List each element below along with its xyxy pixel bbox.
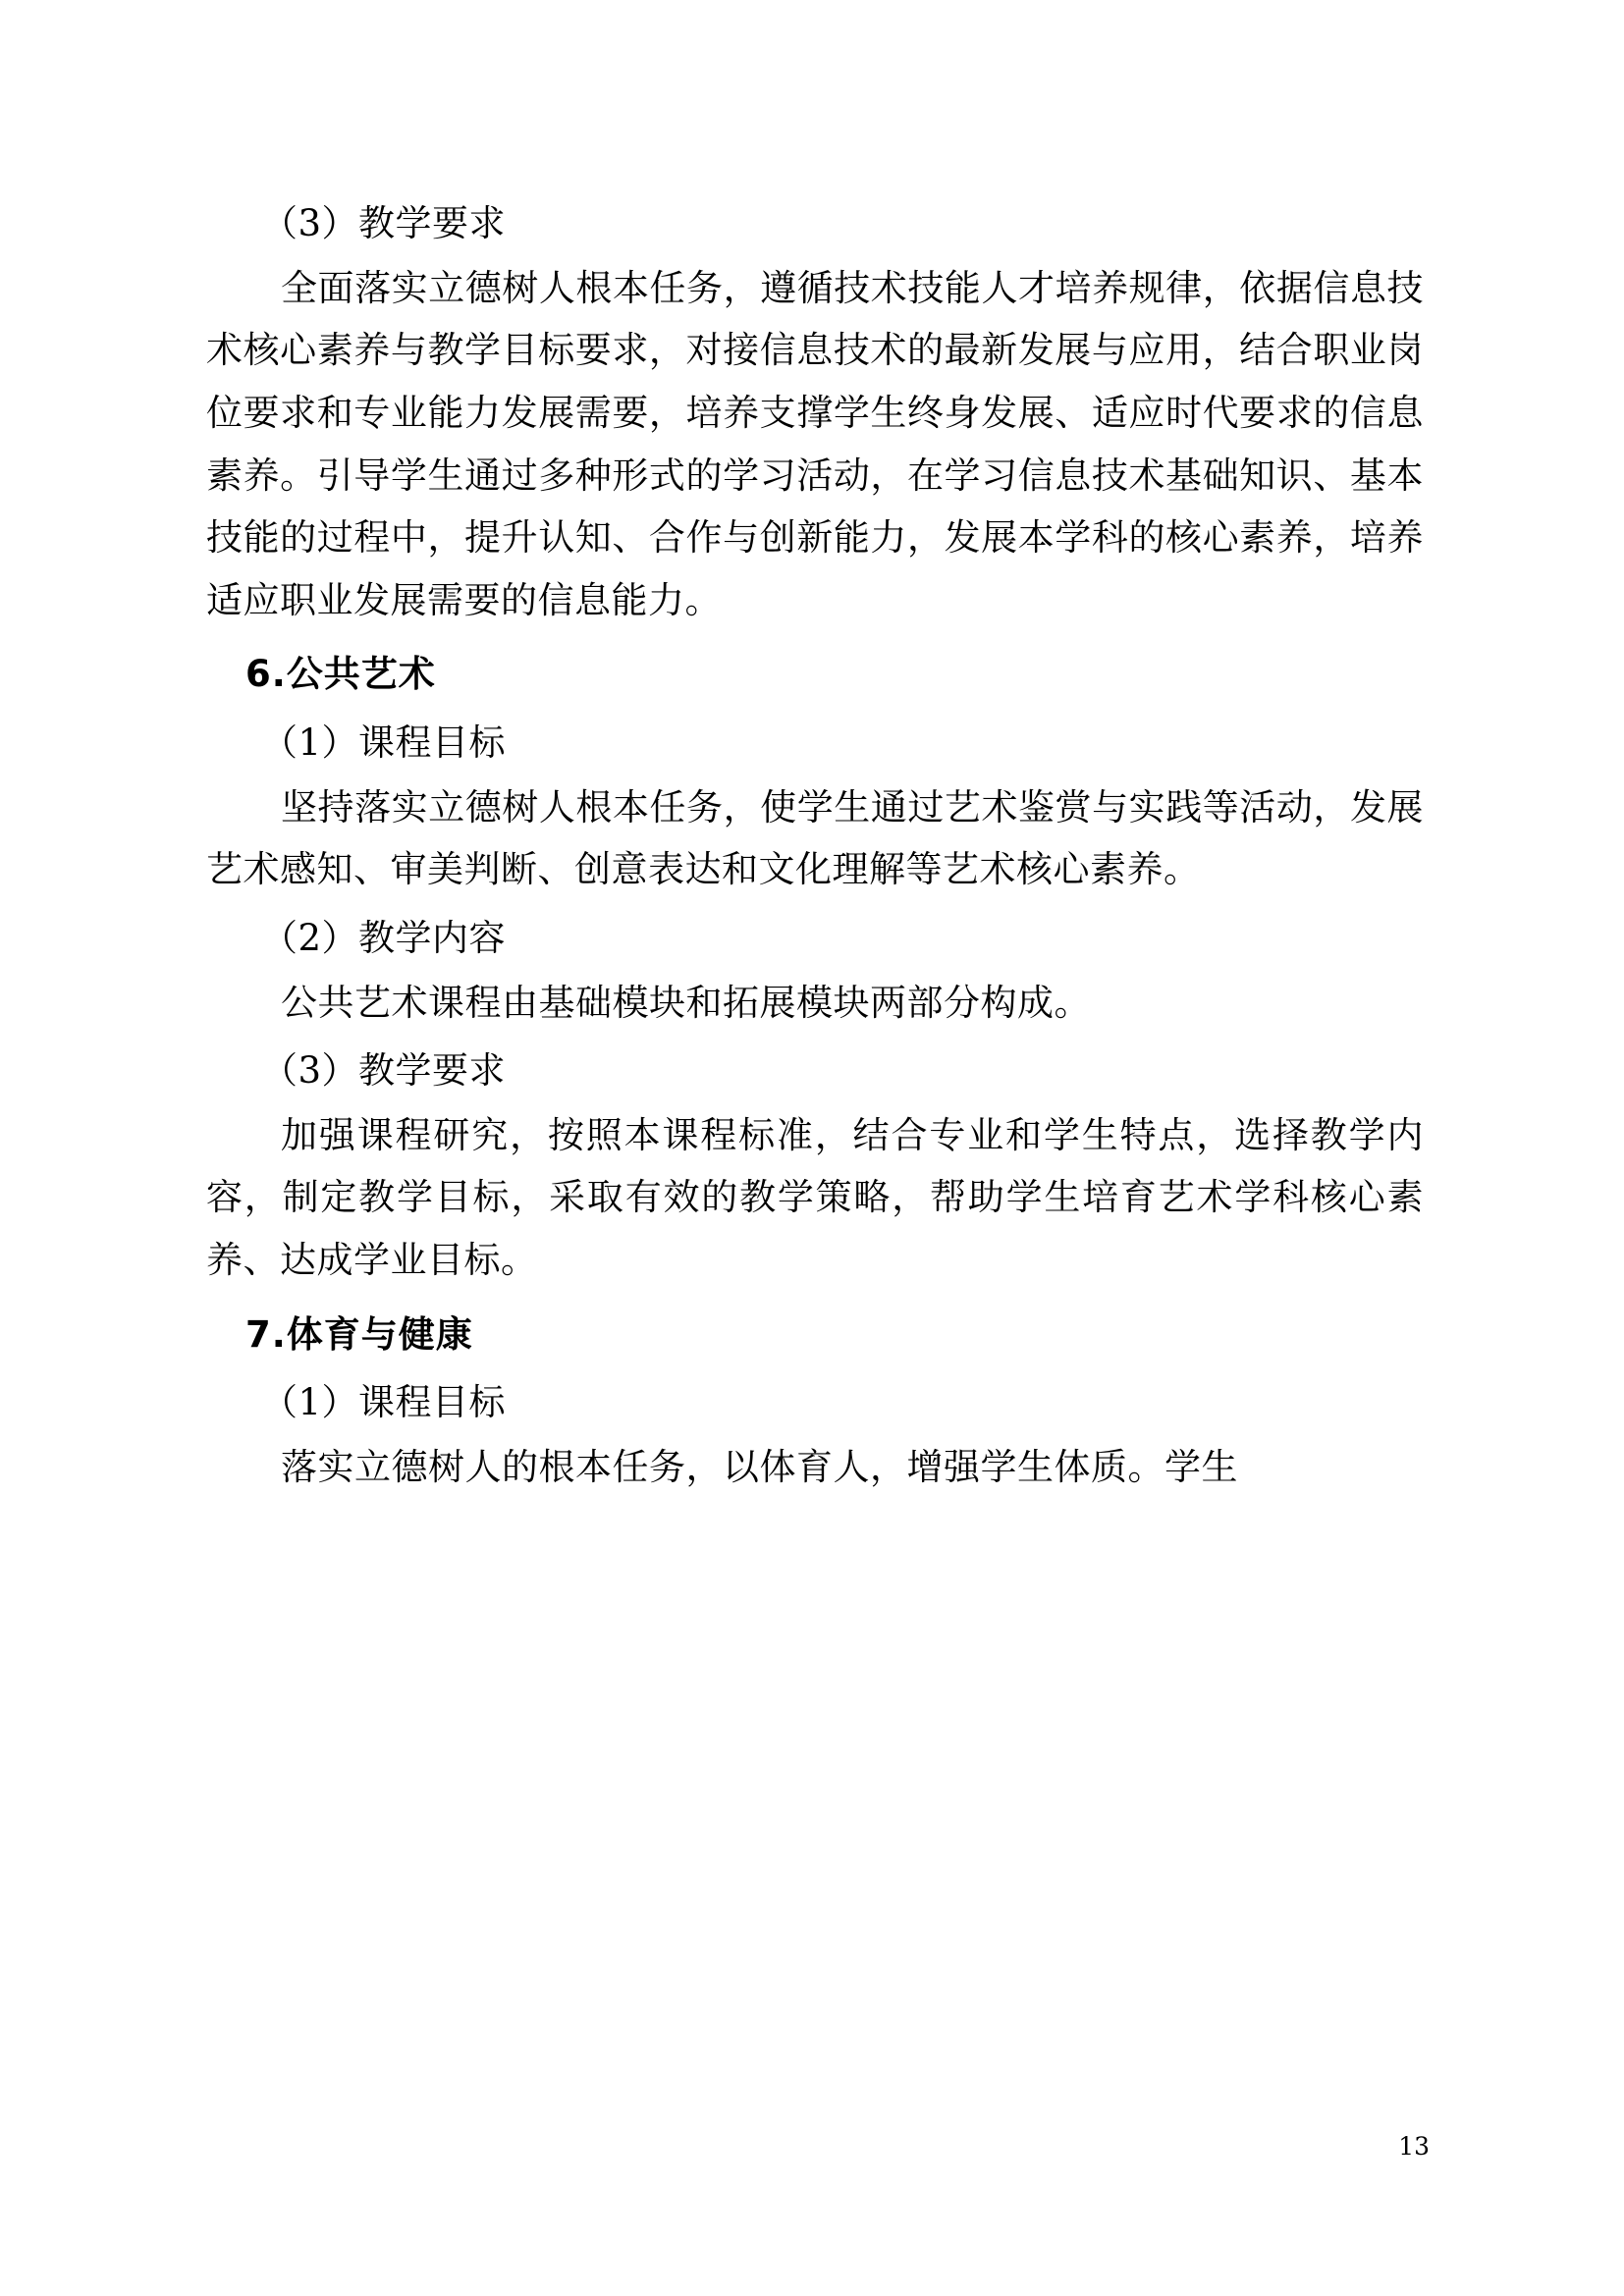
page-content — [206, 192, 1424, 1499]
paragraph-information-technology-requirements: 全面落实立德树人根本任务，遵循技术技能人才培养规律，依据信息技术核心素养与教学目标要求，对接信息技术的最新发展与应用，结合职业岗位要求和专业能力发展需要，培养支撑学生终身发展、适应时代要求的信息素养。引导学生通过多种形式的学习活动，在学习信息技术基础知识、基本技能的过程中，提升认知、合作与创新能力，发展本学科的核心素养，培养适应职业发展需要的信息能力。 — [206, 266, 1424, 621]
section-label-teaching-requirements-1: （3）教学要求 — [261, 202, 507, 244]
section-label-teaching-requirements-2: （3）教学要求 — [261, 1049, 507, 1093]
section-label-teaching-content: （2）教学内容 — [261, 916, 507, 959]
heading-physical-education-health: 7.体育与健康 — [245, 1312, 473, 1356]
section-label-course-objectives-2: （1）课程目标 — [261, 1381, 507, 1424]
section-label-course-objectives-1: （1）课程目标 — [261, 721, 507, 764]
paragraph-pe-objectives: 落实立德树人的根本任务，以体育人，增强学生体质。学生 — [281, 1445, 1238, 1488]
paragraph-public-art-content: 公共艺术课程由基础模块和拓展模块两部分构成。 — [281, 981, 1091, 1024]
paragraph-public-art-requirements: 加强课程研究，按照本课程标准，结合专业和学生特点，选择教学内容，制定教学目标，采取有效的教学策略，帮助学生培育艺术学科核心素养、达成学业目标。 — [206, 1113, 1424, 1281]
paragraph-public-art-objectives: 坚持落实立德树人根本任务，使学生通过艺术鉴赏与实践等活动，发展艺术感知、审美判断、创意表达和文化理解等艺术核心素养。 — [206, 785, 1424, 891]
heading-public-art: 6.公共艺术 — [245, 653, 436, 696]
page-number: 13 — [1398, 2132, 1430, 2161]
